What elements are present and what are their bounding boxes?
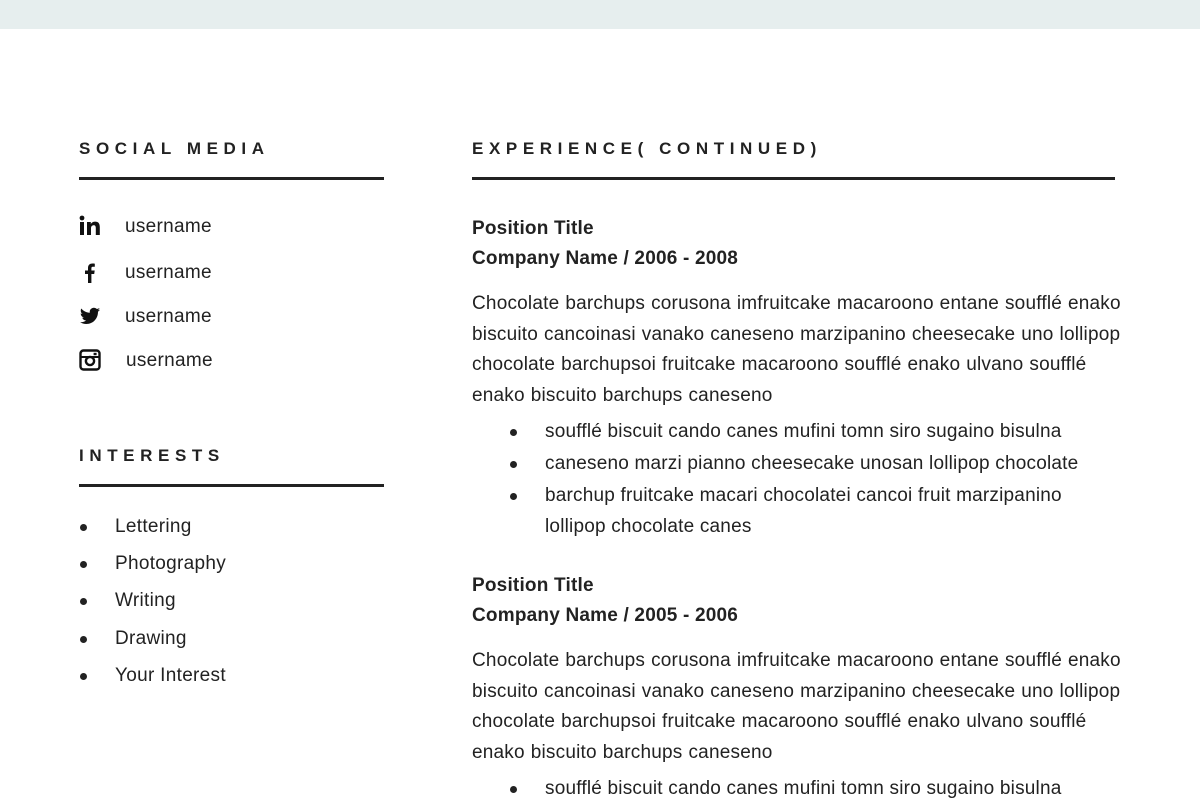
bullet-icon bbox=[510, 461, 517, 468]
bullet-icon bbox=[80, 673, 87, 680]
job-bullet: soufflé biscuit cando canes mufini tomn siro sugaino bisulna bbox=[472, 774, 1122, 805]
job-company: Company Name / 2005 - 2006 bbox=[472, 605, 739, 626]
interest-item: Writing bbox=[79, 588, 226, 625]
interest-item: Your Interest bbox=[79, 663, 226, 700]
bullet-icon bbox=[80, 561, 87, 568]
interests-list bbox=[79, 514, 226, 700]
linkedin-icon bbox=[79, 215, 101, 237]
bullet-icon bbox=[510, 493, 517, 500]
job-company: Company Name / 2006 - 2008 bbox=[472, 248, 739, 269]
job-entry-1 bbox=[472, 214, 1122, 544]
social-item-instagram[interactable] bbox=[79, 349, 379, 375]
job-bullets bbox=[472, 417, 1122, 542]
instagram-icon bbox=[79, 349, 101, 371]
social-item-facebook[interactable] bbox=[79, 261, 379, 287]
job-bullet: barchup fruitcake macari chocolatei cancoi fruit marzipanino lollipop chocolate canes bbox=[472, 481, 1122, 542]
job-bullet: soufflé biscuit cando canes mufini tomn siro sugaino bisulna bbox=[472, 417, 1122, 448]
interests-heading: INTERESTS bbox=[79, 446, 225, 465]
interest-item: Lettering bbox=[79, 514, 226, 551]
instagram-username: username bbox=[126, 350, 213, 371]
job-bullets bbox=[472, 774, 1122, 805]
bullet-icon bbox=[80, 598, 87, 605]
job-entry-2 bbox=[472, 571, 1122, 806]
top-banner bbox=[0, 0, 1200, 29]
bullet-icon bbox=[510, 786, 517, 793]
facebook-username: username bbox=[125, 262, 212, 283]
bullet-icon bbox=[80, 524, 87, 531]
job-title: Position Title bbox=[472, 218, 594, 239]
job-bullet: caneseno marzi pianno cheesecake unosan lollipop chocolate bbox=[472, 449, 1122, 480]
social-media-heading: SOCIAL MEDIA bbox=[79, 139, 270, 158]
social-media-divider bbox=[79, 177, 384, 180]
twitter-icon bbox=[79, 305, 101, 327]
interest-item: Photography bbox=[79, 551, 226, 588]
experience-heading: EXPERIENCE( CONTINUED) bbox=[472, 139, 822, 158]
bullet-icon bbox=[80, 636, 87, 643]
interest-item: Drawing bbox=[79, 626, 226, 663]
job-description: Chocolate barchups corusona imfruitcake macaroono entane soufflé enako biscuito cancoinasi vanako caneseno marzipanino cheesecake uno lollipop chocolate barchupsoi fruitcake macaroono soufflé enako ulvano soufflé enako biscuito barchups caneseno bbox=[472, 650, 1121, 763]
interests-divider bbox=[79, 484, 384, 487]
social-item-linkedin[interactable] bbox=[79, 215, 379, 241]
facebook-icon bbox=[79, 261, 101, 283]
bullet-icon bbox=[510, 429, 517, 436]
social-item-twitter[interactable] bbox=[79, 305, 379, 331]
job-title: Position Title bbox=[472, 575, 594, 596]
job-description: Chocolate barchups corusona imfruitcake macaroono entane soufflé enako biscuito cancoinasi vanako caneseno marzipanino cheesecake uno lollipop chocolate barchupsoi fruitcake macaroono soufflé enako ulvano soufflé enako biscuito barchups caneseno bbox=[472, 293, 1121, 406]
linkedin-username: username bbox=[125, 216, 212, 237]
twitter-username: username bbox=[125, 306, 212, 327]
experience-divider bbox=[472, 177, 1115, 180]
